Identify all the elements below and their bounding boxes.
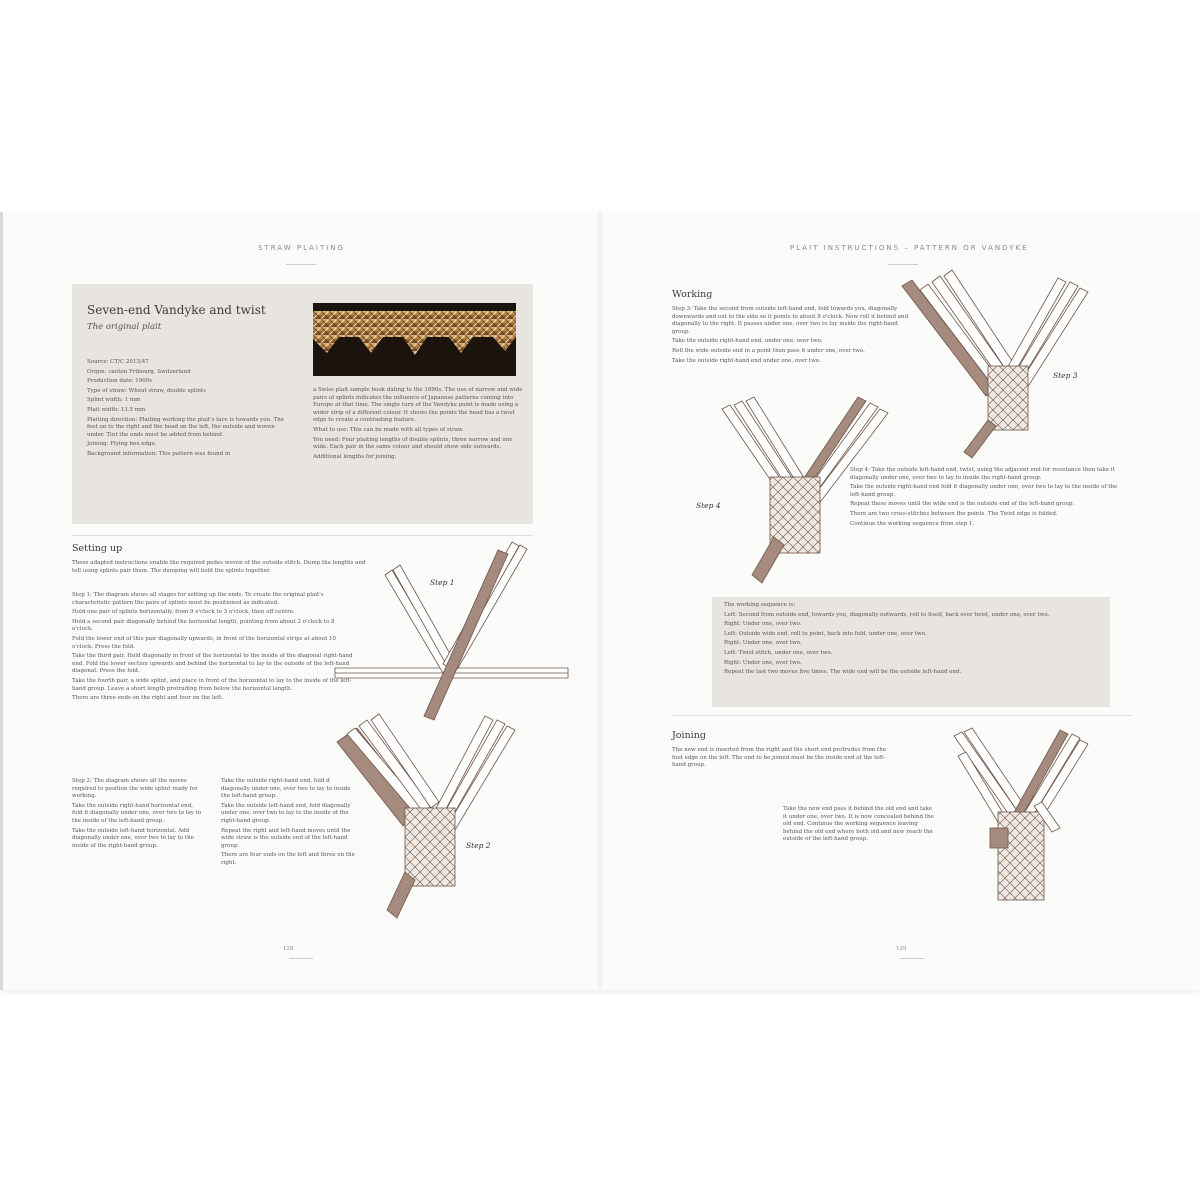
step2-para: Take the outside right-hand horizontal end, fold it diagonally under one, over two to lay to the inside of the left-hand group. (72, 802, 202, 824)
step2-diagram (335, 712, 535, 922)
spec-line: Origin: canton Fribourg, Switzerland (87, 368, 191, 375)
page-number-rule (289, 958, 313, 959)
step3-diagram (898, 270, 1128, 460)
step4-text (850, 467, 1122, 530)
description-para: What to use: This can be made with all types of straw. (313, 426, 464, 433)
step1-para: Fold the lower end of this pair diagonally upwards, in front of the horizontal strips at about 10 o'clock. Press the fold. (72, 635, 337, 650)
step1-text (72, 592, 357, 705)
step4-para: Continue the working sequence from step 1. (850, 520, 975, 527)
spec-line: Production date: 1900s (87, 378, 153, 385)
section-divider (72, 535, 533, 536)
page-edge (0, 212, 3, 990)
section-divider (672, 715, 1132, 716)
step2-para: Take the outside right-hand end, fold it diagonally under one, over two to lay to inside the left-hand group. (221, 778, 351, 800)
running-head-rule (286, 264, 316, 265)
step2-para: Take the outside left-hand end, fold diagonally under one, over two to lay to the inside of the right-hand group. (221, 802, 351, 824)
step2-para: Repeat the right and left-hand moves until the wide straw is the outside end of the left-hand group. (221, 827, 351, 849)
joining-para-2: Take the new end pass it behind the old end and take it under one, over two. It is now concealed behind the old end. Continue the working sequence leaving behind the old end where both old and new reach the outside of the left-hand group. (783, 806, 934, 843)
plait-photo (313, 303, 516, 376)
plait-title: Seven-end Vandyke and twist (87, 303, 266, 317)
step1-label: Step 1 (430, 578, 455, 587)
spec-line: Joining: Flying box edge. (87, 441, 157, 448)
working-para: Take the outside right-hand end under one, over two. (672, 357, 821, 364)
step1-para: There are three ends on the right and four on the left. (72, 695, 224, 702)
page-number-rule (900, 958, 924, 959)
step2-para: Take the outside left-hand horizontal. Add diagonally under one, over two to lay to the inside of the right-hand group. (72, 827, 194, 849)
running-head-rule (888, 264, 918, 265)
working-para: Step 3: Take the second from outside left-hand end, fold towards you, diagonally downwards and out to the side so it points to about 8 o'clock. Now roll it behind and diagonally to the right. It passes under one, over two to lay inside the right-hand group. (672, 306, 909, 335)
page-number-right: 129 (896, 946, 907, 952)
spec-line: Splint width: 1 mm (87, 397, 141, 404)
step4-para: There are two cross-stitches between the points. The Twist edge is folded. (850, 510, 1058, 517)
step2-para: There are four ends on the left and three on the right. (221, 852, 355, 866)
page-number-left: 128 (283, 946, 294, 952)
sequence-text (724, 602, 1100, 679)
sequence-line: Left: Outside wide end, roll to point, back into fold, under one, over two. (724, 630, 927, 637)
joining-diagram (950, 728, 1100, 908)
step1-para: Step 1: The diagram shows all stages for setting up the ends. To create the original plait's characteristic pattern the pairs of splints must be positioned as indicated. (72, 592, 324, 606)
sequence-line: Right: Under one, over two. (724, 621, 802, 628)
step1-diagram (330, 540, 570, 725)
step4-para: Take the outside right-hand end fold it diagonally under one, over two to lay to the inside of the left-hand group. (850, 484, 1118, 498)
step1-para: Hold one pair of splints horizontally, from 9 o'clock to 3 o'clock, then off centre. (72, 609, 295, 616)
description-para: You need: Four plaiting lengths of double splints, three narrow and one wide. Each pair in the same colour and should show side outwards. (313, 436, 513, 451)
step1-para: Take the third pair. Hold diagonally in front of the horizontal to the inside of the diagonal right-hand end. Fold the lower section upwards and behind the horizontal to lay to the outside of the left-hand diagonal. Press the fold. (72, 653, 353, 675)
step3-label: Step 3 (1053, 371, 1078, 380)
description-para: Additional lengths for joining. (313, 453, 397, 460)
step4-label: Step 4 (696, 501, 721, 510)
working-heading: Working (672, 289, 713, 300)
sequence-line: Right: Under one, over two. (724, 640, 802, 647)
book-gutter (598, 212, 602, 990)
step4-para: Step 4: Take the outside left-hand end, twist, using the adjacent end for resistance then take it diagonally under one, over two to lay to inside the right-hand group. (850, 467, 1115, 481)
step1-para: Take the fourth pair, a wide splint, and place in front of the horizontal to lay to the inside of the left-hand group. Leave a short length protruding from below the horizontal length. (72, 677, 352, 692)
spec-line: Background information: This pattern was found in (87, 450, 231, 457)
working-text (672, 306, 912, 367)
step4-para: Repeat these moves until the wide end is the outside end of the left-hand group. (850, 501, 1075, 508)
spec-line: Plait width: 13.5 mm (87, 406, 146, 413)
spec-line: Source: CT/C 2013/47 (87, 359, 149, 365)
running-head-left: STRAW PLAITING (258, 244, 345, 252)
joining-heading: Joining (672, 730, 706, 741)
working-para: Roll the wide outside end in a point then pass it under one, over two. (672, 347, 865, 354)
setting-up-heading: Setting up (72, 543, 123, 554)
sequence-line: Left: Second from outside end, towards you, diagonally outwards, roll to itself, back over twist, under one, over two. (724, 611, 1050, 618)
working-para: Take the outside right-hand end, under one, over two. (672, 338, 823, 345)
sequence-line: The working sequence is: (724, 602, 796, 608)
plait-photo-graphic (313, 303, 516, 376)
sequence-line: Left: Twist stitch, under one, over two. (724, 649, 833, 656)
step2-label: Step 2 (466, 841, 491, 850)
plait-description (313, 387, 523, 463)
step2-text-col1 (72, 778, 204, 852)
plait-specs (87, 359, 287, 461)
setting-up-intro: These adapted instructions enable the required pedes woven of the outside stitch. Dump the lengths and tell using splints pair them. The dumping will hold the splints together. (72, 560, 366, 574)
plait-subtitle: The original plait (87, 322, 162, 332)
spec-line: Type of straw: Wheat straw, double splints (87, 387, 206, 394)
sequence-line: Right: Under one, over two. (724, 659, 802, 666)
step1-para: Hold a second pair diagonally behind the horizontal length, pointing from about 2 o'clock to 8 o'clock. (72, 618, 335, 633)
running-head-right: PLAIT INSTRUCTIONS – PATTERN OR VANDYKE (790, 244, 1029, 252)
joining-para-1: The new end is inserted from the right and the short end protrudes from the foot edge on the left. The end to be joined must be the inside end of the left-hand group. (672, 747, 887, 769)
step2-para: Step 2: The diagram shows all the moves required to position the wide splint ready for working. (72, 778, 198, 800)
sequence-line: Repeat the last two moves five times. The wide end will be the outside left-hand end. (724, 669, 962, 676)
description-para: a Swiss plait sample book dating to the 1890s. The use of narrow and wide pairs of splints indicates the influence of Japanese patterns coming into Europe at that time. The single turn of the Vandyke point is made using a wider strip of a different colour. It shows the points the head has a twist edge to create a contrasting feature. (313, 387, 523, 424)
spec-line: Plaiting direction: Plaiting working the plait's face is towards you. The feet on to the right and the head on the left, the outside and woven under. Tint the ends must be added from behind. (87, 416, 285, 438)
